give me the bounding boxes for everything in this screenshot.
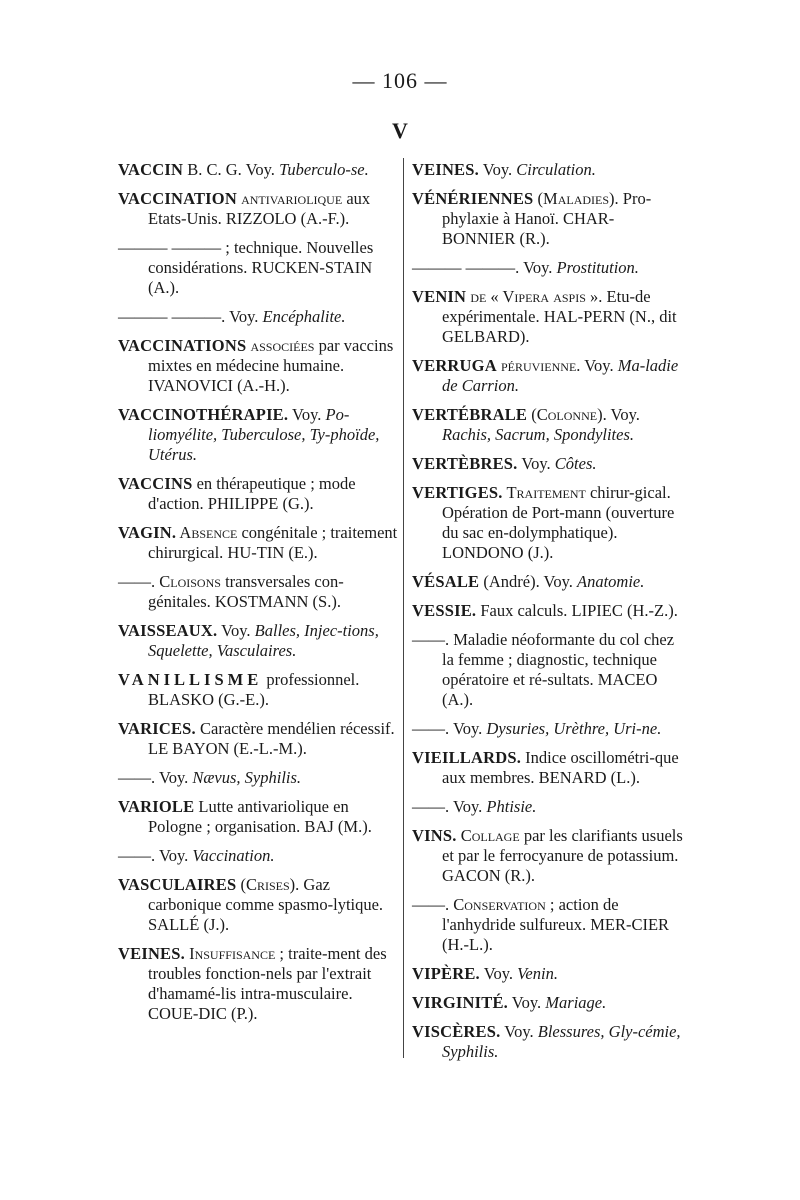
entry-headword: VINS. [412,826,457,845]
entry-smallcaps: Crises [245,875,290,894]
entry-text: Voy. [479,964,518,983]
page-number: — 106 — [352,68,448,93]
entry-italic: Circulation. [516,160,596,179]
entry-text: ; traite-ment des troubles fonction-nels par l'extrait d'hamamé-lis intra-musculaire. COUE-DIC (P.). [148,944,387,1023]
entry-text: Lutte antivariolique en Pologne ; organisation. BAJ (M.). [148,797,372,836]
entry-text: par vaccins mixtes en médecine humaine. IVANOVICI (A.-H.). [148,336,394,395]
entry-italic: Tuberculo-se. [279,160,369,179]
index-entry [412,719,684,739]
entry-italic: Ma-ladie de Carrion. [442,356,679,395]
entry-headword: VARICES. [118,719,196,738]
entry-text: Voy. [500,1022,538,1041]
entry-headword: VIRGINITÉ. [412,993,508,1012]
entry-headword: VERTÉBRALE [412,405,528,424]
entry-dash: —— [412,797,445,816]
entry-text: . Voy. [445,719,487,738]
entry-italic: Blessures, Gly-cémie, Syphilis. [442,1022,681,1061]
entry-headword: VÉNÉRIENNES [412,189,534,208]
entry-headword: VAGIN. [118,523,177,542]
entry-smallcaps: péruvienne. [496,356,581,375]
entry-dash: ——— ——— [118,238,222,257]
entry-headword: VACCINS [118,474,193,493]
entry-italic: Mariage. [545,993,607,1012]
entry-text: . [151,572,160,591]
entry-text: Etu-de expérimentale. HAL-PERN (N., dit GELBARD). [442,287,677,346]
entry-italic: Vaccination. [192,846,275,865]
entry-text: Voy. [217,621,255,640]
entry-smallcaps: Cloisons [159,572,221,591]
index-entry [412,748,684,788]
entry-headword: VERTIGES. [412,483,503,502]
entry-text: Voy. [478,160,517,179]
entry-headword: VISCÈRES. [412,1022,501,1041]
entry-text: B. C. G. Voy. [183,160,280,179]
entry-smallcaps: de « Vipera aspis ». [466,287,603,306]
index-entry [118,768,398,788]
entry-text: . Voy. [515,258,557,277]
index-entry [118,160,398,180]
index-entry [412,258,684,278]
entry-text: . Voy. [151,768,193,787]
entry-headword: VERTÈBRES. [412,454,518,473]
index-entry [412,287,684,347]
index-entry [118,189,398,229]
entry-dash: —— [118,768,151,787]
entry-smallcaps: Maladies [543,189,610,208]
entry-headword: VERRUGA [412,356,497,375]
entry-italic: Balles, Injec-tions, Squelette, Vasculaires. [148,621,379,660]
entry-headword: VEINES. [118,944,185,963]
index-entry [118,670,398,710]
entry-dash: —— [412,630,445,649]
entry-text: ; action de l'anhydride sulfureux. MER-CIER (H.-L.). [442,895,670,954]
entry-text: ( [236,875,246,894]
entry-smallcaps: Colonne [536,405,598,424]
entry-text: congénitale ; traitement chirurgical. HU-TIN (E.). [148,523,398,562]
entry-headword: VENIN [412,287,467,306]
section-letter: V [392,118,408,143]
entry-headword: VIPÈRE. [412,964,480,983]
entry-text: chirur-gical. Opération de Port-mann (ouverture du sac en-dolymphatique). LONDONO (J.). [442,483,675,562]
index-entry [412,895,684,955]
index-entry [118,572,398,612]
entry-text: ). Gaz carbonique comme spasmo-lytique. SALLÉ (J.). [148,875,384,934]
entry-text: Indice oscillométri-que aux membres. BENARD (L.). [442,748,679,787]
entry-headword: VARIOLE [118,797,195,816]
entry-italic: Dysuries, Urèthre, Uri-ne. [486,719,662,738]
entry-text: . Maladie néoformante du col chez la femme ; diagnostic, technique opératoire et ré-sultats. MACEO (A.). [442,630,675,709]
entry-text: Voy. [517,454,555,473]
index-entry [118,621,398,661]
entry-text: ). Voy. [597,405,640,424]
entry-italic: Po-liomyélite, Tuberculose, Ty-phoïde, Utérus. [148,405,380,464]
index-entry [118,336,398,396]
index-entry [412,356,684,396]
index-entry [412,993,684,1013]
entry-italic: Prostitution. [556,258,639,277]
index-entry [412,483,684,563]
index-entry [118,474,398,514]
index-entry [412,630,684,710]
right-column [412,160,684,1071]
index-entry [412,797,684,817]
entry-text: (André). Voy. [479,572,578,591]
entry-text: . [445,895,454,914]
index-entry [412,160,684,180]
index-entry [118,875,398,935]
entry-smallcaps: Collage [456,826,520,845]
entry-text: par les clarifiants usuels et par le ferrocyanure de potassium. GACON (R.). [442,826,683,885]
entry-text: aux Etats-Unis. RIZZOLO (A.-F.). [148,189,371,228]
entry-smallcaps: Conservation [453,895,546,914]
index-entry [118,523,398,563]
entry-italic: Encéphalite. [262,307,346,326]
entry-text: ( [533,189,544,208]
entry-headword: VACCINATIONS [118,336,247,355]
entry-dash: —— [412,895,445,914]
index-entry [118,307,398,327]
index-entry [412,572,684,592]
index-entry [412,454,684,474]
entry-text: Voy. [580,356,618,375]
entry-dash: —— [412,719,445,738]
entry-dash: —— [118,572,151,591]
entry-headword: VIEILLARDS. [412,748,522,767]
index-entry [412,189,684,249]
left-column [118,160,398,1033]
entry-headword: VACCINATION [118,189,237,208]
entry-smallcaps: Absence [176,523,238,542]
index-entry [118,405,398,465]
index-entry [412,1022,684,1062]
entry-headword: VACCINOTHÉRAPIE. [118,405,289,424]
entry-text: Voy. [288,405,326,424]
entry-italic: Anatomie. [577,572,645,591]
index-entry [118,719,398,759]
entry-smallcaps: associées [246,336,315,355]
index-entry [412,601,684,621]
entry-dash: ——— ——— [412,258,516,277]
entry-smallcaps: Insuffisance [184,944,276,963]
entry-text: transversales con-génitales. KOSTMANN (S.). [148,572,344,611]
entry-text: Voy. [507,993,546,1012]
index-entry [118,944,398,1024]
entry-text: Faux calculs. LIPIEC (H.-Z.). [476,601,678,620]
index-entry [412,964,684,984]
entry-italic: Côtes. [554,454,597,473]
entry-text: . Voy. [221,307,263,326]
entry-smallcaps: Traitement [502,483,586,502]
column-divider [403,158,404,1058]
entry-text: . Voy. [151,846,193,865]
entry-dash: ——— ——— [118,307,222,326]
index-entry [118,797,398,837]
entry-text: Caractère mendélien récessif. LE BAYON (E.-L.-M.). [148,719,395,758]
entry-headword: VASCULAIRES [118,875,237,894]
entry-headword: VEINES. [412,160,479,179]
entry-headword: VACCIN [118,160,184,179]
entry-headword: VESSIE. [412,601,477,620]
entry-headword: VÉSALE [412,572,480,591]
index-entry [412,826,684,886]
index-entry [118,846,398,866]
index-entry [412,405,684,445]
entry-text: ( [527,405,537,424]
index-entry [118,238,398,298]
entry-headword: VAISSEAUX. [118,621,218,640]
entry-italic: Phtisie. [486,797,537,816]
entry-smallcaps: antivariolique [236,189,343,208]
entry-dash: —— [118,846,151,865]
entry-italic: Nævus, Syphilis. [192,768,302,787]
entry-text: ; technique. Nouvelles considérations. RUCKEN-STAIN (A.). [148,238,374,297]
entry-text: professionnel. BLASKO (G.-E.). [148,670,360,709]
entry-text: . Voy. [445,797,487,816]
entry-italic: Venin. [517,964,558,983]
entry-text: ). Pro-phylaxie à Hanoï. CHAR-BONNIER (R.). [442,189,652,248]
entry-headword: VANILLISME [118,670,263,689]
entry-italic: Rachis, Sacrum, Spondylites. [442,425,635,444]
entry-text: en thérapeutique ; mode d'action. PHILIPPE (G.). [148,474,356,513]
